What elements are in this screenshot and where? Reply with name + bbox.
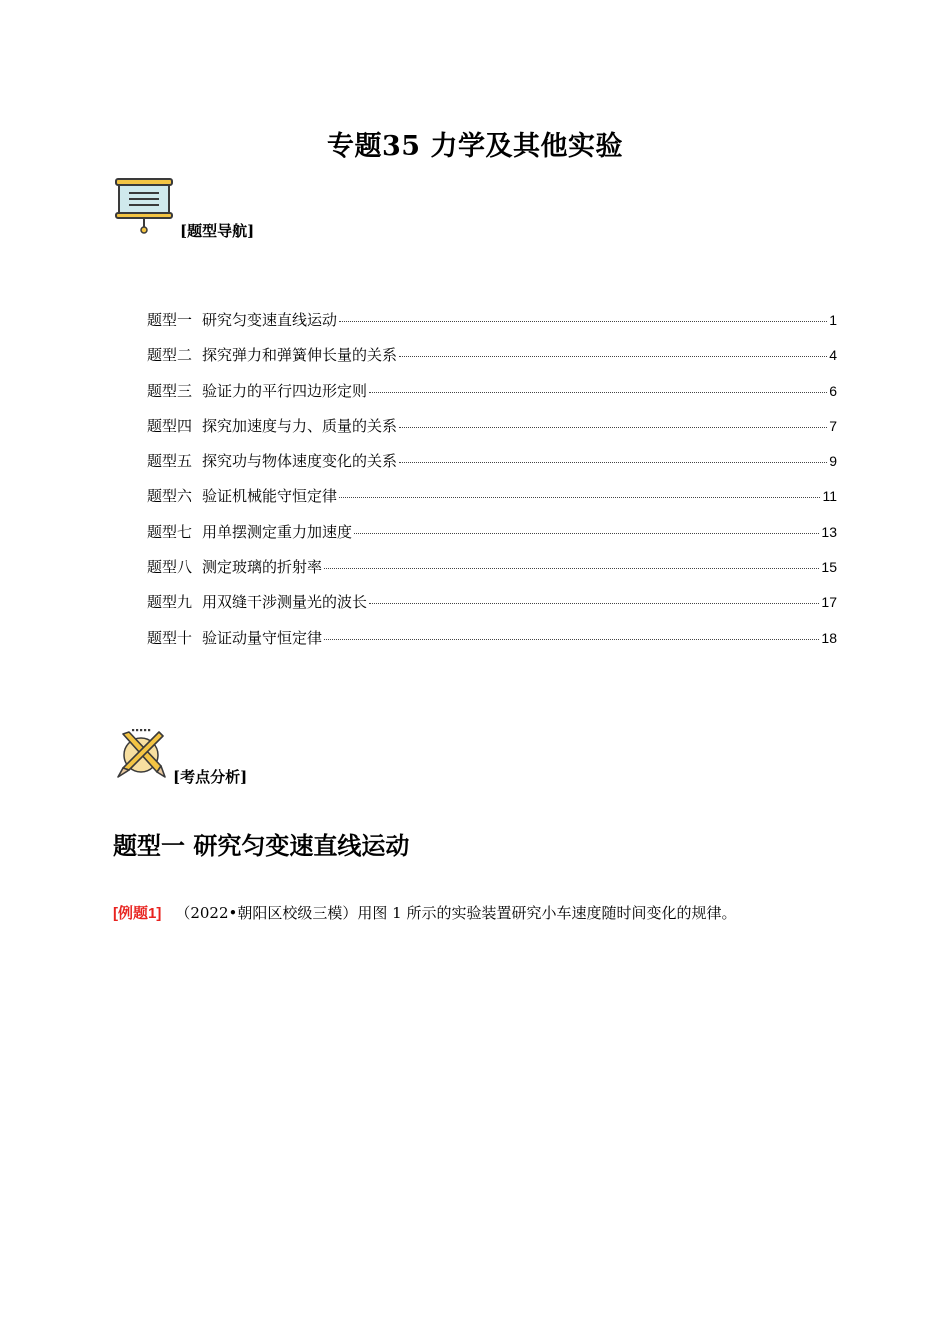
analysis-section-label: [考点分析]	[173, 768, 248, 786]
toc-item[interactable]: 题型二 探究弹力和弹簧伸长量的关系 4	[147, 346, 837, 365]
document-title: 专题35 力学及其他实验	[327, 131, 623, 162]
toc-item[interactable]: 题型九 用双缝干涉测量光的波长 17	[147, 593, 837, 612]
section-heading: 题型一 研究匀变速直线运动	[113, 831, 410, 860]
toc-item[interactable]: 题型四 探究加速度与力、质量的关系 7	[147, 416, 837, 435]
example-text: （2022•朝阳区校级三模）用图 1 所示的实验装置研究小车速度随时间变化的规律。	[175, 904, 737, 922]
toc-item[interactable]: 题型五 探究功与物体速度变化的关系 9	[147, 452, 837, 471]
example-tag: [例题1]	[113, 905, 162, 922]
presentation-board-icon	[113, 175, 175, 237]
toc-item[interactable]: 题型八 测定玻璃的折射率 15	[147, 558, 837, 577]
toc-item[interactable]: 题型一 研究匀变速直线运动 1	[147, 311, 837, 329]
toc-item[interactable]: 题型七 用单摆测定重力加速度 13	[147, 522, 837, 541]
toc-item[interactable]: 题型三 验证力的平行四边形定则 6	[147, 381, 837, 400]
toc-item[interactable]: 题型十 验证动量守恒定律 18	[147, 628, 837, 647]
toc-item[interactable]: 题型六 验证机械能守恒定律 11	[147, 487, 837, 506]
table-of-contents	[147, 309, 837, 662]
crossed-pencils-icon	[115, 728, 167, 780]
example-paragraph	[113, 902, 736, 923]
nav-section-label: [题型导航]	[180, 222, 255, 240]
